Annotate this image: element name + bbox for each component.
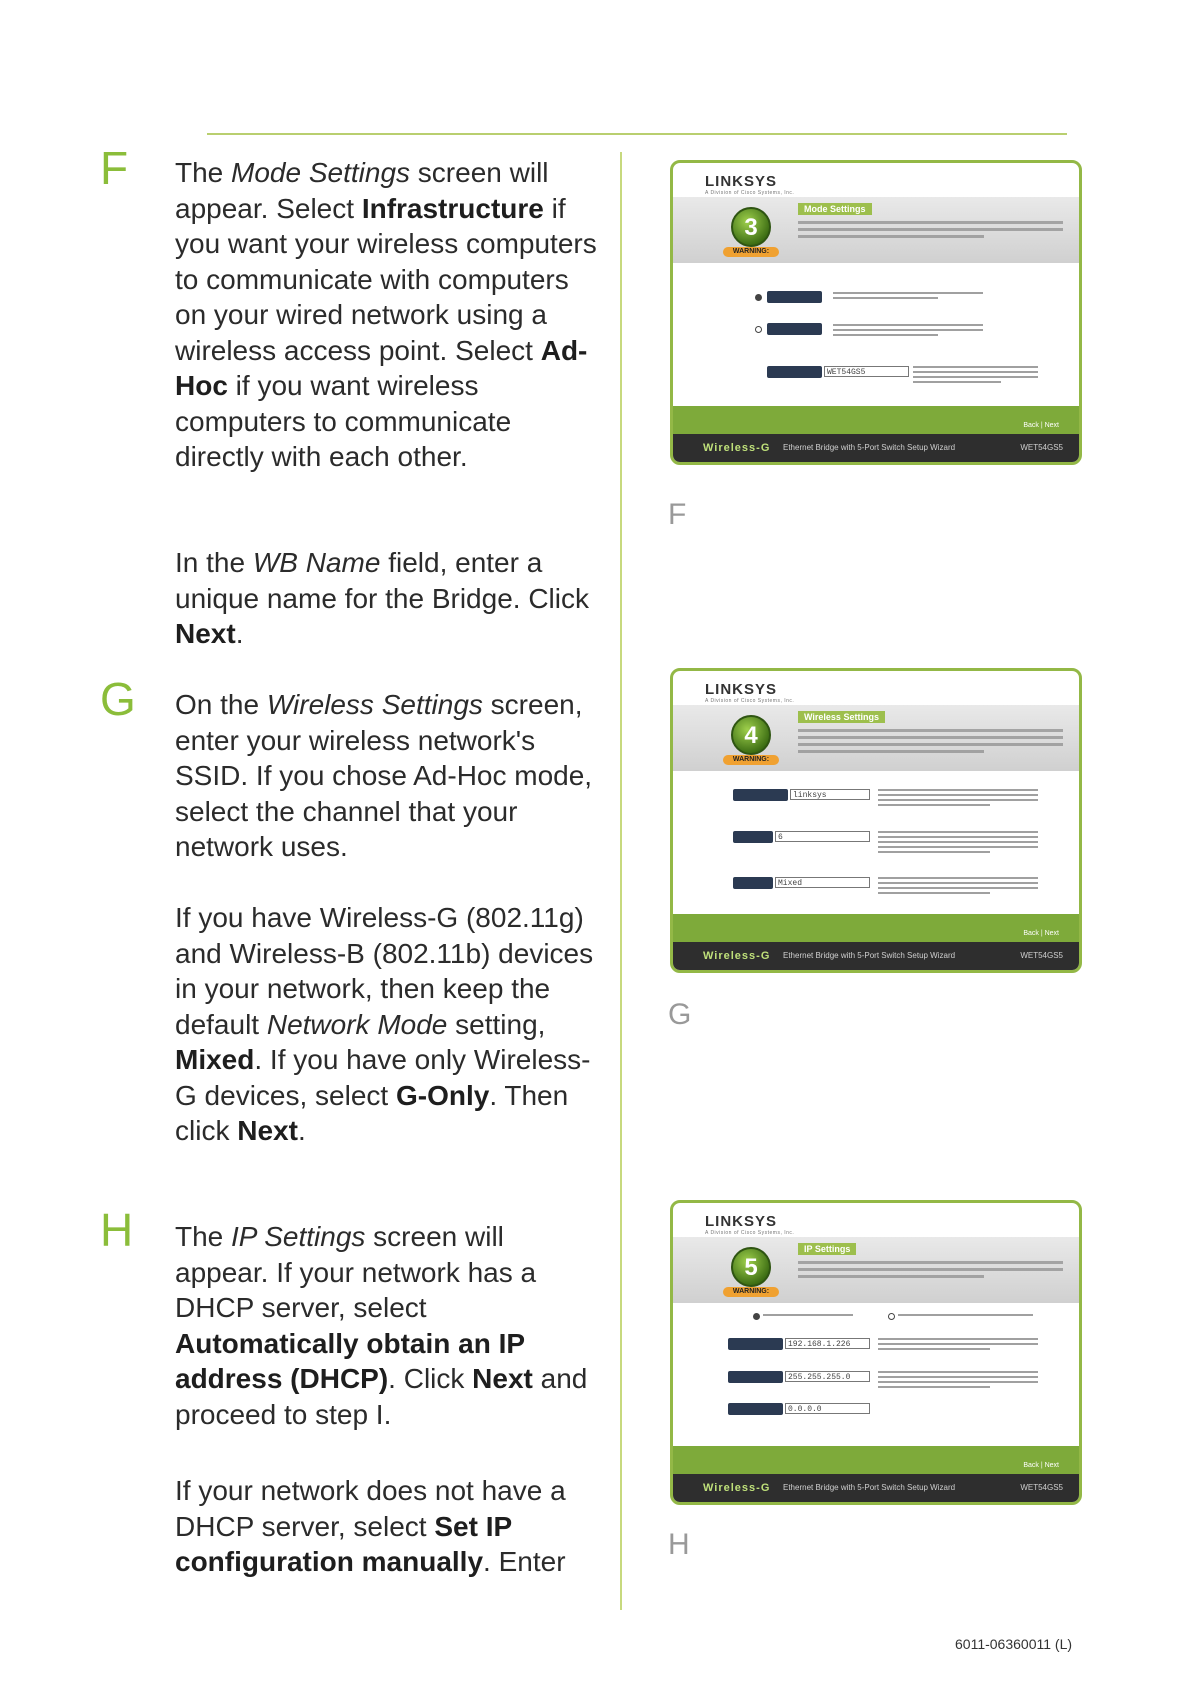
text-run: . Enter: [483, 1546, 566, 1577]
description-text: [798, 729, 1063, 757]
channel-label: [733, 831, 773, 843]
gateway-label: [728, 1403, 783, 1415]
emphasis-italic: Wireless Settings: [266, 689, 483, 720]
step-g-paragraph-1: [175, 687, 605, 865]
text-run: . Click: [388, 1363, 473, 1394]
linksys-logo: LINKSYS: [705, 173, 778, 190]
linksys-tagline: A Division of Cisco Systems, Inc.: [705, 190, 795, 196]
footer-product: Ethernet Bridge with 5-Port Switch Setup Wizard: [783, 443, 956, 452]
wizard-footer: [673, 434, 1079, 462]
ip-settings-screenshot: [670, 1200, 1082, 1505]
emphasis-italic: Network Mode: [266, 1008, 448, 1040]
subnet-mask-field[interactable]: 255.255.255.0: [785, 1371, 870, 1382]
screenshot-caption-f: F: [668, 498, 687, 531]
step-g-paragraph-2: [175, 900, 605, 1149]
channel-select[interactable]: 6: [775, 831, 870, 842]
text-run: .: [235, 618, 244, 649]
network-mode-help: [878, 877, 1038, 897]
gateway-field[interactable]: 0.0.0.0: [785, 1403, 870, 1414]
step-letter-g: G: [100, 673, 136, 725]
network-mode-label: [733, 877, 773, 889]
ad-hoc-label: [767, 323, 822, 335]
emphasis-italic: WB Name: [252, 547, 381, 578]
screenshot-caption-g: G: [668, 998, 692, 1031]
emphasis-bold: Mixed: [175, 1044, 255, 1075]
emphasis-italic: Mode Settings: [231, 157, 411, 188]
emphasis-bold: G-Only: [395, 1079, 490, 1111]
text-run: and proceed to step I.: [175, 1363, 588, 1430]
linksys-tagline: A Division of Cisco Systems, Inc.: [705, 1230, 795, 1236]
document-number: 6011-06360011 (L): [955, 1636, 1073, 1652]
text-run: If your network does not have a DHCP server, select: [175, 1475, 566, 1542]
text-run: if you want your wireless computers to communicate with computers on your wired network using a wireless access point. Select: [175, 192, 597, 366]
emphasis-bold: Next: [175, 618, 236, 649]
step-h-paragraph-1: [175, 1219, 605, 1432]
ssid-help: [878, 789, 1038, 809]
text-run: The: [175, 1221, 232, 1252]
ad-hoc-radio[interactable]: [755, 326, 762, 333]
warning-badge: WARNING:: [723, 247, 779, 257]
wb-name-help: [913, 366, 1038, 386]
emphasis-bold: Next: [237, 1115, 298, 1146]
dhcp-radio[interactable]: [888, 1313, 895, 1320]
back-next-buttons[interactable]: Back | Next: [1023, 1462, 1059, 1469]
set-ip-manually-label: [763, 1314, 853, 1319]
subnet-mask-help: [878, 1371, 1038, 1391]
emphasis-bold: Infrastructure: [361, 192, 544, 224]
emphasis-bold: Set IP configuration manually: [175, 1510, 512, 1577]
footer-model: WET54GS5: [1020, 443, 1063, 452]
button-strip: [673, 914, 1079, 942]
back-next-buttons[interactable]: Back | Next: [1023, 422, 1059, 429]
footer-brand: Wireless-G: [703, 950, 771, 962]
infrastructure-help: [833, 292, 983, 302]
description-text: [798, 1261, 1063, 1282]
step-h-paragraph-2: [175, 1473, 605, 1580]
text-run: On the: [175, 689, 267, 720]
linksys-logo: LINKSYS: [705, 681, 778, 698]
dhcp-label: [898, 1314, 1033, 1319]
text-run: field, enter a unique name for the Bridge. Click: [175, 547, 589, 614]
step-f-paragraph-1: [175, 155, 605, 475]
wizard-footer: [673, 1474, 1079, 1502]
linksys-tagline: A Division of Cisco Systems, Inc.: [705, 698, 795, 704]
text-run: setting,: [447, 1008, 546, 1040]
button-strip: [673, 406, 1079, 434]
ad-hoc-help: [833, 324, 983, 339]
infrastructure-label: [767, 291, 822, 303]
wb-name-field[interactable]: WET54GS5: [824, 366, 909, 377]
footer-model: WET54GS5: [1020, 951, 1063, 960]
emphasis-bold: Next: [472, 1363, 533, 1394]
text-run: . If you have only Wireless-G devices, select: [175, 1044, 591, 1111]
footer-product: Ethernet Bridge with 5-Port Switch Setup Wizard: [783, 1483, 956, 1492]
text-run: if you want wireless computers to communicate directly with each other.: [175, 370, 512, 472]
text-run: .: [297, 1115, 306, 1146]
step-f-paragraph-2: [175, 545, 605, 652]
channel-help: [878, 831, 1038, 856]
warning-badge: WARNING:: [723, 755, 779, 765]
button-strip: [673, 1446, 1079, 1474]
text-run: screen will appear. Select: [175, 157, 549, 224]
emphasis-bold: Automatically obtain an IP address (DHCP): [175, 1327, 525, 1394]
warning-badge: WARNING:: [723, 1287, 779, 1297]
step-letter-h: H: [100, 1204, 134, 1256]
column-divider: [620, 152, 622, 1610]
mode-settings-screenshot: [670, 160, 1082, 465]
screen-title: Mode Settings: [798, 203, 872, 215]
linksys-logo: LINKSYS: [705, 1213, 778, 1230]
emphasis-bold: Ad-Hoc: [175, 334, 588, 401]
emphasis-italic: IP Settings: [231, 1221, 366, 1252]
step-letter-f: F: [100, 142, 129, 194]
wb-name-label: [767, 366, 822, 378]
text-run: In the: [175, 547, 253, 578]
description-text: [798, 221, 1063, 242]
text-run: screen will appear. If your network has a DHCP server, select: [175, 1221, 537, 1323]
footer-product: Ethernet Bridge with 5-Port Switch Setup Wizard: [783, 951, 956, 960]
top-divider: [207, 133, 1067, 135]
text-run: screen, enter your wireless network's SSID. If you chose Ad-Hoc mode, select the channel that your network uses.: [175, 689, 593, 862]
wireless-settings-screenshot: [670, 668, 1082, 973]
screenshot-caption-h: H: [668, 1528, 690, 1561]
back-next-buttons[interactable]: Back | Next: [1023, 930, 1059, 937]
text-run: If you have Wireless-G (802.11g) and Wireless-B (802.11b) devices in your network, then keep the default: [175, 902, 594, 1040]
footer-brand: Wireless-G: [703, 442, 771, 454]
subnet-mask-label: [728, 1371, 783, 1383]
ip-address-help: [878, 1338, 1038, 1353]
screen-title: Wireless Settings: [798, 711, 885, 723]
step-number-badge: 5: [731, 1247, 771, 1287]
ssid-label: [733, 789, 788, 801]
ssid-field[interactable]: linksys: [790, 789, 870, 800]
screen-title: IP Settings: [798, 1243, 856, 1255]
ip-address-label: [728, 1338, 783, 1350]
set-ip-manually-radio[interactable]: [753, 1313, 760, 1320]
step-number-badge: 4: [731, 715, 771, 755]
text-run: . Then click: [175, 1079, 569, 1146]
network-mode-select[interactable]: Mixed: [775, 877, 870, 888]
footer-model: WET54GS5: [1020, 1483, 1063, 1492]
step-number-badge: 3: [731, 207, 771, 247]
footer-brand: Wireless-G: [703, 1482, 771, 1494]
text-run: The: [175, 157, 232, 188]
infrastructure-radio[interactable]: [755, 294, 762, 301]
ip-address-field[interactable]: 192.168.1.226: [785, 1338, 870, 1349]
wizard-footer: [673, 942, 1079, 970]
